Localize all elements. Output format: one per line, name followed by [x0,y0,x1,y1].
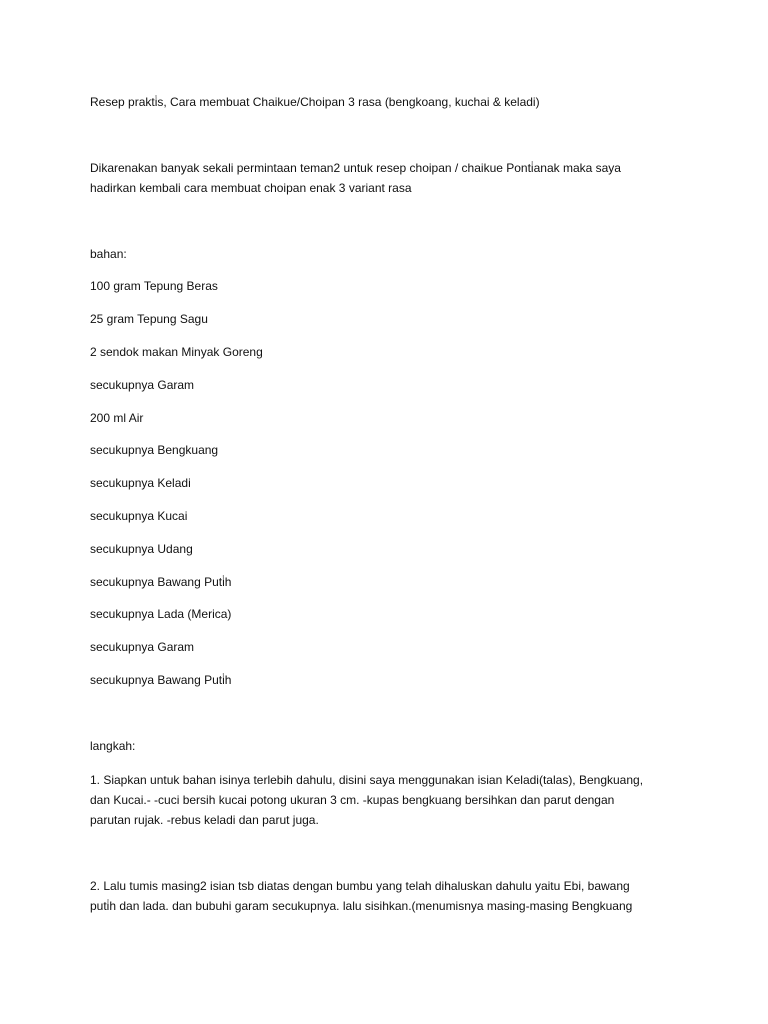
step-2-line-1: 2. Lalu tumis masing2 isian tsb diatas dengan bumbu yang telah dihaluskan dahulu yaitu Ebi, bawang [90,879,630,893]
ingredient-item: secukupnya Keladi [90,476,191,490]
step-2-line-2: puti̇h dan lada. dan bubuhi garam secukupnya. lalu sisihkan.(menumisnya masing-masing Bengkuang [90,899,633,913]
ingredient-item: 100 gram Tepung Beras [90,279,218,293]
ingredient-item: secukupnya Bengkuang [90,443,219,457]
step-1-line-2: dan Kucai.- -cuci bersih kucai potong ukuran 3 cm. -kupas bengkuang bersihkan dan parut dengan [90,793,615,807]
ingredient-item: 2 sendok makan Minyak Goreng [90,345,263,359]
intro-line-1: Dikarenakan banyak sekali permintaan teman2 untuk resep choipan / chaikue Ponti̇anak maka saya [90,161,621,175]
ingredient-item: secukupnya Garam [90,640,195,654]
step-1-line-3: parutan rujak. -rebus keladi dan parut juga. [90,813,319,827]
ingredients-heading: bahan: [90,247,127,261]
ingredient-item: secukupnya Bawang Puti̇h [90,673,232,687]
ingredient-item: secukupnya Kucai [90,509,188,523]
ingredient-item: secukupnya Garam [90,378,195,392]
step-1-line-1: 1. Siapkan untuk bahan isinya terlebih dahulu, disini saya menggunakan isian Keladi(talas), Bengkuang, [90,773,644,787]
ingredient-item: secukupnya Lada (Merica) [90,607,232,621]
ingredient-item: secukupnya Bawang Puti̇h [90,575,232,589]
ingredient-item: secukupnya Udang [90,542,193,556]
steps-heading: langkah: [90,739,136,753]
ingredient-item: 200 ml Air [90,411,144,425]
ingredient-item: 25 gram Tepung Sagu [90,312,208,326]
intro-line-2: hadirkan kembali cara membuat choipan enak 3 variant rasa [90,181,412,195]
recipe-title: Resep prakti̇s, Cara membuat Chaikue/Choipan 3 rasa (bengkoang, kuchai & keladi) [90,95,540,109]
